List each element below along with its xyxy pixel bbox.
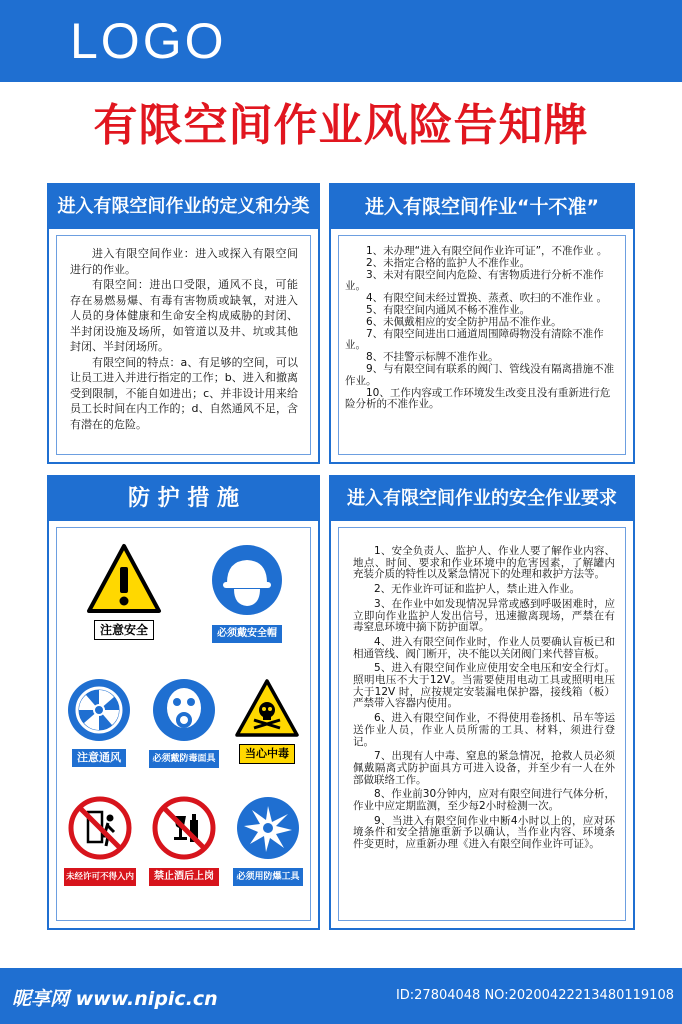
helmet-sign-label: 必须戴安全帽	[212, 625, 282, 643]
fan-icon	[67, 678, 131, 742]
rule-item: 1、未办理“进入有限空间作业许可证”，不准作业 。	[366, 245, 608, 257]
rule-item: 7、有限空间进出口通道周围障碍物没有清除不准作业。	[345, 327, 604, 352]
no-entry-sign	[60, 796, 140, 886]
watermark-id: ID:27804048 NO:20200422213480119108	[395, 988, 674, 1003]
helmet-icon	[210, 543, 284, 617]
caution-sign-label: 注意安全	[94, 620, 154, 640]
logo: LOGO	[70, 13, 227, 69]
page-title: 有限空间作业风险告知牌	[93, 100, 589, 151]
caution-sign	[82, 543, 166, 640]
rule-item: 9、与有限空间有联系的阀门、管线没有隔离措施不准作业。	[345, 362, 615, 387]
no-entry-sign-label: 未经许可不得入内	[64, 868, 136, 886]
requirement-item: 9、当进入有限空间作业中断4小时以上的，应对环境条件和安全措施重新予以确认，当作业内容、环境条件变更时，应重新办理《进入有限空间作业许可证》。	[353, 814, 615, 851]
definition-para: 有限空间的特点：a、有足够的空间，可以让员工进入并进行指定的工作；b、进入和撤离受到限制，不能自如进出；c、并非设计用来给员工长时间在内工作的；d、自然通风不足，含有潜在的危险。	[70, 355, 298, 431]
no-drink-sign-label: 禁止酒后上岗	[149, 868, 219, 886]
ten-rules-panel	[329, 183, 635, 464]
rule-item: 4、有限空间未经过置换、蒸煮、吹扫的不准作业 。	[366, 292, 608, 305]
helmet-sign	[202, 543, 292, 643]
requirements-heading: 进入有限空间作业的安全作业要求	[331, 477, 633, 521]
gasmask-sign	[140, 678, 228, 768]
rule-item: 3、未对有限空间内危险、有害物质进行分析不准作业。	[345, 268, 604, 293]
ten-rules-heading: 进入有限空间作业“十不准”	[331, 185, 633, 229]
rule-item: 6、未佩戴相应的安全防护用品不准作业。	[366, 315, 562, 328]
definition-para: 有限空间：进出口受限，通风不良，可能存在易燃易爆、有毒有害物质或缺氧，对进入人员的身体健康和生命安全构成威胁的封闭、半封闭设施及场所，如管道以及井、坑或其他封闭、半封闭场所。	[70, 278, 298, 353]
requirement-item: 5、进入有限空间作业应使用安全电压和安全行灯。照明电压不大于12V。当需要使用电动工具或照明电压大于12V 时，应按规定安装漏电保护器，接线箱（板）严禁带入容器内使用。	[353, 662, 615, 710]
rule-item: 8、不挂警示标牌不准作业。	[366, 351, 499, 364]
ventilate-sign	[62, 678, 136, 767]
definition-para: 进入有限空间作业：进入或探入有限空间进行的作业。	[70, 247, 298, 276]
requirement-item: 8、作业前30分钟内，应对有限空间进行气体分析，作业中应定期监测，至少每2小时检测一次。	[353, 788, 615, 813]
poison-sign-label: 当心中毒	[239, 744, 295, 764]
no-drink-sign	[145, 796, 223, 886]
requirements-text	[353, 546, 615, 851]
requirement-item: 4、进入有限空间作业时，作业人员要确认盲板已和相通管线、阀门断开，决不能以关闭阀门来代替盲板。	[353, 635, 615, 660]
ventilate-sign-label: 注意通风	[72, 749, 126, 767]
gas-mask-icon	[152, 678, 216, 742]
definition-frame	[56, 235, 311, 455]
watermark-site: 昵享网 www.nipic.cn	[12, 988, 218, 1010]
warning-triangle-icon	[86, 543, 162, 615]
requirement-item: 3、在作业中如发现情况异常或感到呼吸困难时，应立即向作业监护人发出信号，迅速撤离现场，严禁在有毒窒息环境中摘下防护面罩。	[353, 597, 615, 634]
definition-panel	[47, 183, 320, 464]
requirement-item: 6、进入有限空间作业，不得使用卷扬机、吊车等运送作业人员，作业人员所需的工具、材料，须进行登记。	[353, 712, 615, 748]
explosion-proof-sign	[230, 796, 306, 886]
ten-rules-text	[345, 246, 615, 411]
no-alcohol-icon	[152, 796, 216, 860]
requirement-item: 2、无作业许可证和监护人，禁止进入作业。	[374, 583, 581, 596]
no-entry-icon	[68, 796, 132, 860]
definition-text	[70, 246, 298, 432]
requirement-item: 7、出现有人中毒、窒息的紧急情况，抢救人员必须佩戴隔离式防护面具方可进入设备，并至少有一人在外部做联络工作。	[353, 750, 615, 786]
requirements-frame	[338, 527, 626, 921]
explosion-proof-sign-label: 必须用防爆工具	[233, 868, 302, 886]
rule-item: 2、未指定合格的监护人不准作业。	[366, 256, 531, 269]
gasmask-sign-label: 必须戴防毒面具	[149, 750, 218, 768]
skull-warning-icon	[234, 678, 300, 738]
explosion-proof-icon	[236, 796, 300, 860]
rule-item: 5、有限空间内通风不畅不准作业。	[366, 303, 531, 316]
requirements-panel	[329, 475, 635, 930]
rule-item: 10、工作内容或工作环境发生改变且没有重新进行危险分析的不准作业。	[345, 386, 611, 411]
requirement-item: 1、安全负责人、监护人、作业人要了解作业内容、地点、时间、要求和作业环境中的危害因素，了解罐内充装介质的特性以及紧急情况下的处理和救护方法等。	[353, 545, 615, 581]
poison-sign	[230, 678, 304, 764]
protection-heading: 防 护 措 施	[49, 477, 318, 521]
definition-heading: 进入有限空间作业的定义和分类	[49, 185, 318, 229]
ten-rules-frame	[338, 235, 626, 455]
